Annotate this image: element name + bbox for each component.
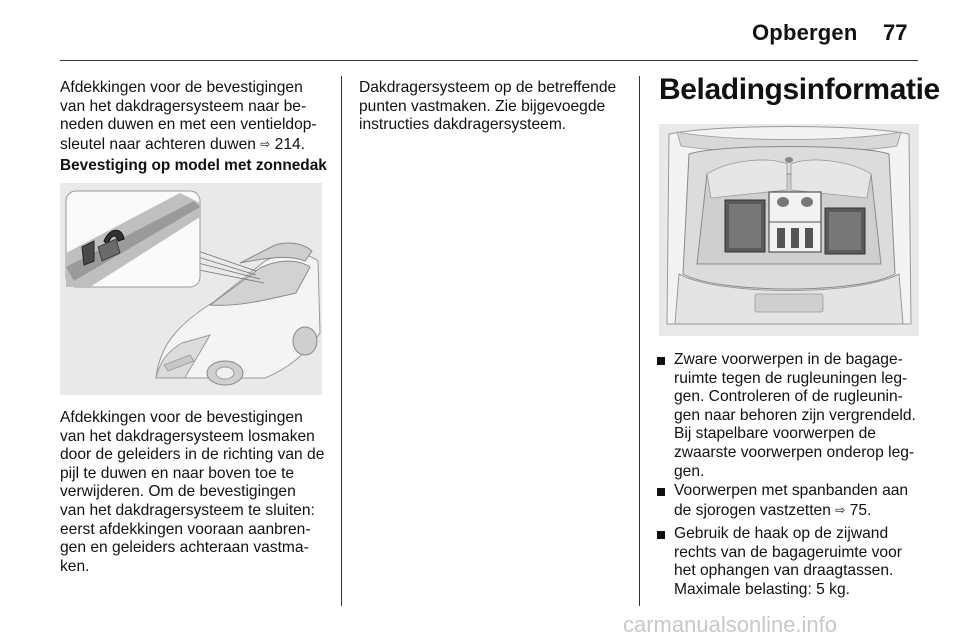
text-line: het ophangen van draagtassen.	[674, 562, 894, 580]
car-rear-illustration	[667, 127, 911, 325]
bullet-text	[674, 525, 902, 599]
column-divider-left	[341, 76, 342, 606]
header-divider	[60, 60, 918, 61]
page-reference-arrow-icon: ⇨	[260, 136, 271, 151]
text-line: instructies dakdragersysteem.	[359, 116, 567, 134]
text-line: van het dakdragersysteem te sluiten:	[60, 501, 315, 519]
luggage-compartment-figure	[659, 124, 919, 336]
text-line: Afdekkingen voor de bevestigingen	[60, 409, 303, 426]
text-line: van het dakdragersysteem naar be-	[60, 97, 307, 115]
page-reference-link[interactable]: 75.	[849, 501, 872, 519]
text-line: Dakdragersysteem op de betreffende	[359, 79, 617, 96]
page-reference-link[interactable]: 214.	[274, 135, 306, 153]
text-line: pijl te duwen en naar boven toe te	[60, 464, 295, 482]
text-line: neden duwen en met een ventieldop-	[60, 116, 317, 134]
text-line: ken.	[60, 557, 90, 575]
sunroof-roof-rack-figure	[60, 183, 322, 395]
bullet-text	[674, 482, 908, 520]
bullet-square-icon	[657, 488, 665, 496]
text-line: verwijderen. Om de bevestigingen	[60, 483, 296, 501]
page-reference-arrow-icon: ⇨	[835, 502, 846, 517]
text-line: ruimte tegen de rugleuningen leg-	[674, 369, 908, 387]
text-line: gen en geleiders achteraan vastma-	[60, 539, 309, 557]
text-line-with-ref	[60, 135, 317, 155]
sunroof-subheading: Bevestiging op model met zonnedak	[60, 157, 327, 174]
text-line: Zware voorwerpen in de bagage-	[674, 351, 903, 368]
text-line: Afdekkingen voor de bevestigingen	[60, 79, 303, 96]
text-line: gen.	[674, 462, 705, 480]
text-line: van het dakdragersysteem losmaken	[60, 427, 315, 445]
roof-rack-attach-paragraph	[359, 79, 616, 135]
roof-rack-cover-paragraph	[60, 79, 317, 154]
text-line: gen naar behoren zijn vergrendeld.	[674, 406, 916, 424]
sunroof-instructions-paragraph	[60, 409, 324, 576]
text-line: gen. Controleren of de rugleunin-	[674, 388, 903, 406]
detail-inset	[66, 191, 200, 287]
text-line-with-ref	[674, 501, 908, 521]
page-number: 77	[883, 20, 908, 45]
text-line: Gebruik de haak op de zijwand	[674, 525, 889, 542]
text-fragment: sleutel naar achteren duwen	[60, 135, 256, 153]
section-title: Beladingsinformatie	[659, 73, 940, 106]
bullet-text	[674, 351, 916, 481]
column-divider-right	[639, 76, 640, 606]
text-line: Maximale belasting: 5 kg.	[674, 580, 850, 598]
text-line: punten vastmaken. Zie bijgevoegde	[359, 97, 606, 115]
text-line: eerst afdekkingen vooraan aanbren-	[60, 520, 311, 538]
bullet-square-icon	[657, 531, 665, 539]
text-line: Bij stapelbare voorwerpen de	[674, 425, 876, 443]
text-line: Voorwerpen met spanbanden aan	[674, 482, 909, 499]
page-header-title: Opbergen	[752, 20, 858, 45]
text-fragment: de sjorogen vastzetten	[674, 501, 831, 519]
bullet-square-icon	[657, 357, 665, 365]
watermark: carmanualsonline.info	[623, 612, 838, 637]
text-line: rechts van de bagageruimte voor	[674, 543, 902, 561]
text-line: zwaarste voorwerpen onderop leg-	[674, 443, 915, 461]
text-line: door de geleiders in de richting van de	[60, 446, 325, 464]
